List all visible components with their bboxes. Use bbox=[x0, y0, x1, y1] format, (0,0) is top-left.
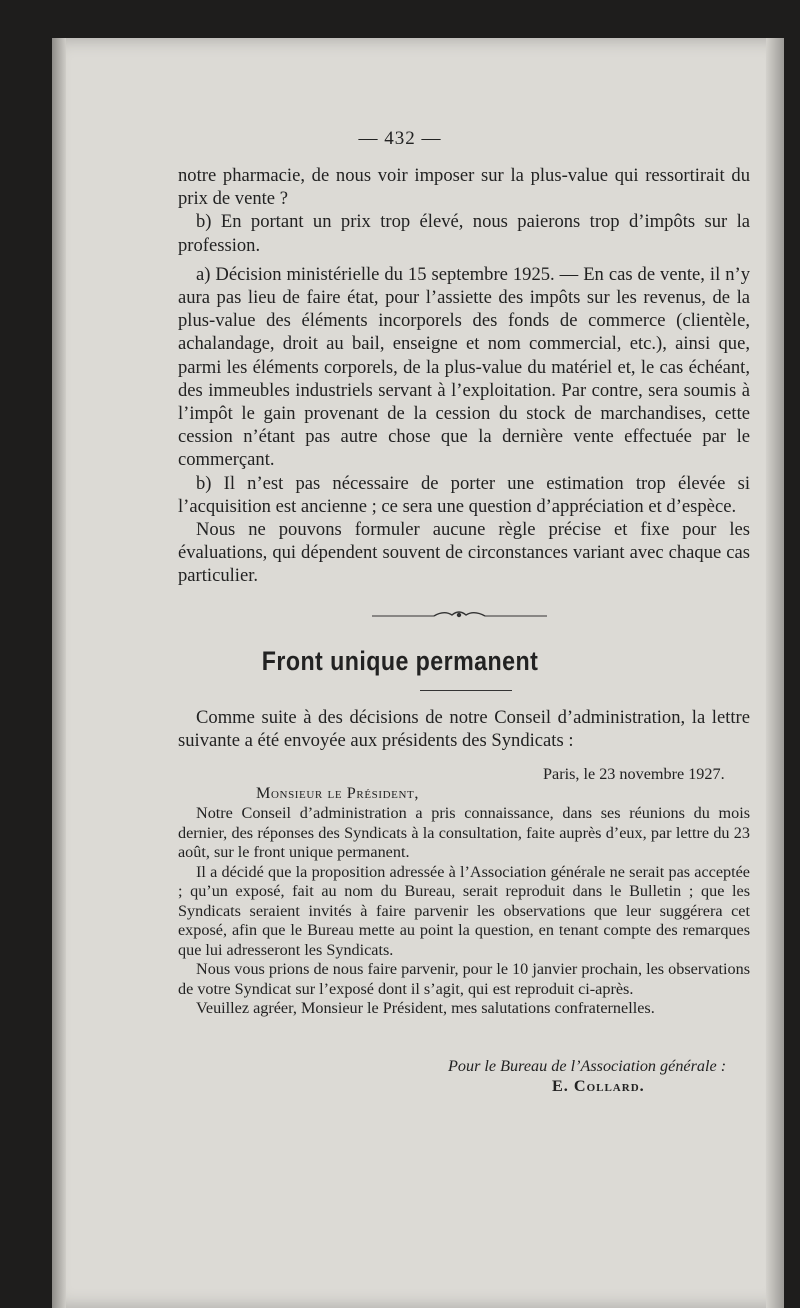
paragraph: Nous ne pouvons formuler aucune règle précise et fixe pour les évaluations, qui dépendent souvent de circonstances variant avec chaque cas particulier. bbox=[178, 519, 750, 587]
page-number: — 432 — bbox=[358, 128, 442, 149]
paragraph: a) Décision ministérielle du 15 septembre 1925. — En cas de vente, il n’y aura pas lieu de faire état, pour l’assiette des impôts sur les revenus, de la plus-value des éléments incorporels des fonds de commerce (clientèle, achalandage, droit au bail, enseigne et nom commercial, etc.), ainsi que, parmi les éléments corporels, de la plus-value du matériel et, le cas échéant, des immeubles industriels servant à l’exploitation. Par contre, sera soumis à l’impôt le gain provenant de la cession du stock de marchandises, cette cession n’étant pas autre chose que la dernière vente effectuée par le commerçant. bbox=[178, 263, 750, 471]
letter-paragraph: Veuillez agréer, Monsieur le Président, mes salutations confraternelles. bbox=[196, 999, 655, 1017]
paragraph: notre pharmacie, de nous voir imposer sur la plus-value qui ressortirait du prix de vente ? bbox=[178, 165, 750, 210]
paragraph: b) En portant un prix trop élevé, nous paierons trop d’impôts sur la profession. bbox=[178, 211, 750, 256]
paragraph: Comme suite à des décisions de notre Conseil d’administration, la lettre suivante a été envoyée aux présidents des Syndicats : bbox=[178, 707, 750, 752]
letter-body bbox=[178, 804, 750, 1019]
letter-salutation: Monsieur le Président, bbox=[256, 784, 420, 802]
paragraph: b) Il n’est pas nécessaire de porter une estimation trop élevée si l’acquisition est ancienne ; ce sera une question d’appréciation et d’espèce. bbox=[178, 472, 750, 517]
letter-date: Paris, le 23 novembre 1927. bbox=[543, 765, 725, 783]
signature-line: Pour le Bureau de l’Association générale : bbox=[448, 1057, 727, 1075]
section-heading: Front unique permanent bbox=[261, 646, 539, 676]
page-edge bbox=[766, 38, 784, 1308]
letter-paragraph: Il a décidé que la proposition adressée à l’Association générale ne serait pas acceptée ; qu’un exposé, fait au nom du Bureau, serait reproduit dans le Bulletin ; que les Syndicats seraient invités à faire parvenir les observations que leur suggérera cet exposé, afin que le Bureau mette au point la question, en tenant compte des remarques que lui adresseront les Syndicats. bbox=[178, 862, 750, 959]
top-text-block bbox=[178, 164, 750, 588]
heading-underline bbox=[420, 690, 512, 691]
ornament-divider-icon bbox=[372, 606, 547, 624]
intro-paragraph bbox=[178, 706, 750, 752]
signature-name: E. Collard. bbox=[552, 1077, 645, 1095]
letter-paragraph: Notre Conseil d’administration a pris connaissance, dans ses réunions du mois dernier, des réponses des Syndicats à la consultation, faite auprès d’eux, par lettre du 23 août, sur le front unique permanent. bbox=[178, 804, 750, 861]
letter-paragraph: Nous vous prions de nous faire parvenir, pour le 10 janvier prochain, les observations de votre Syndicat sur l’exposé dont il s’agit, qui est reproduit ci-après. bbox=[178, 960, 750, 998]
